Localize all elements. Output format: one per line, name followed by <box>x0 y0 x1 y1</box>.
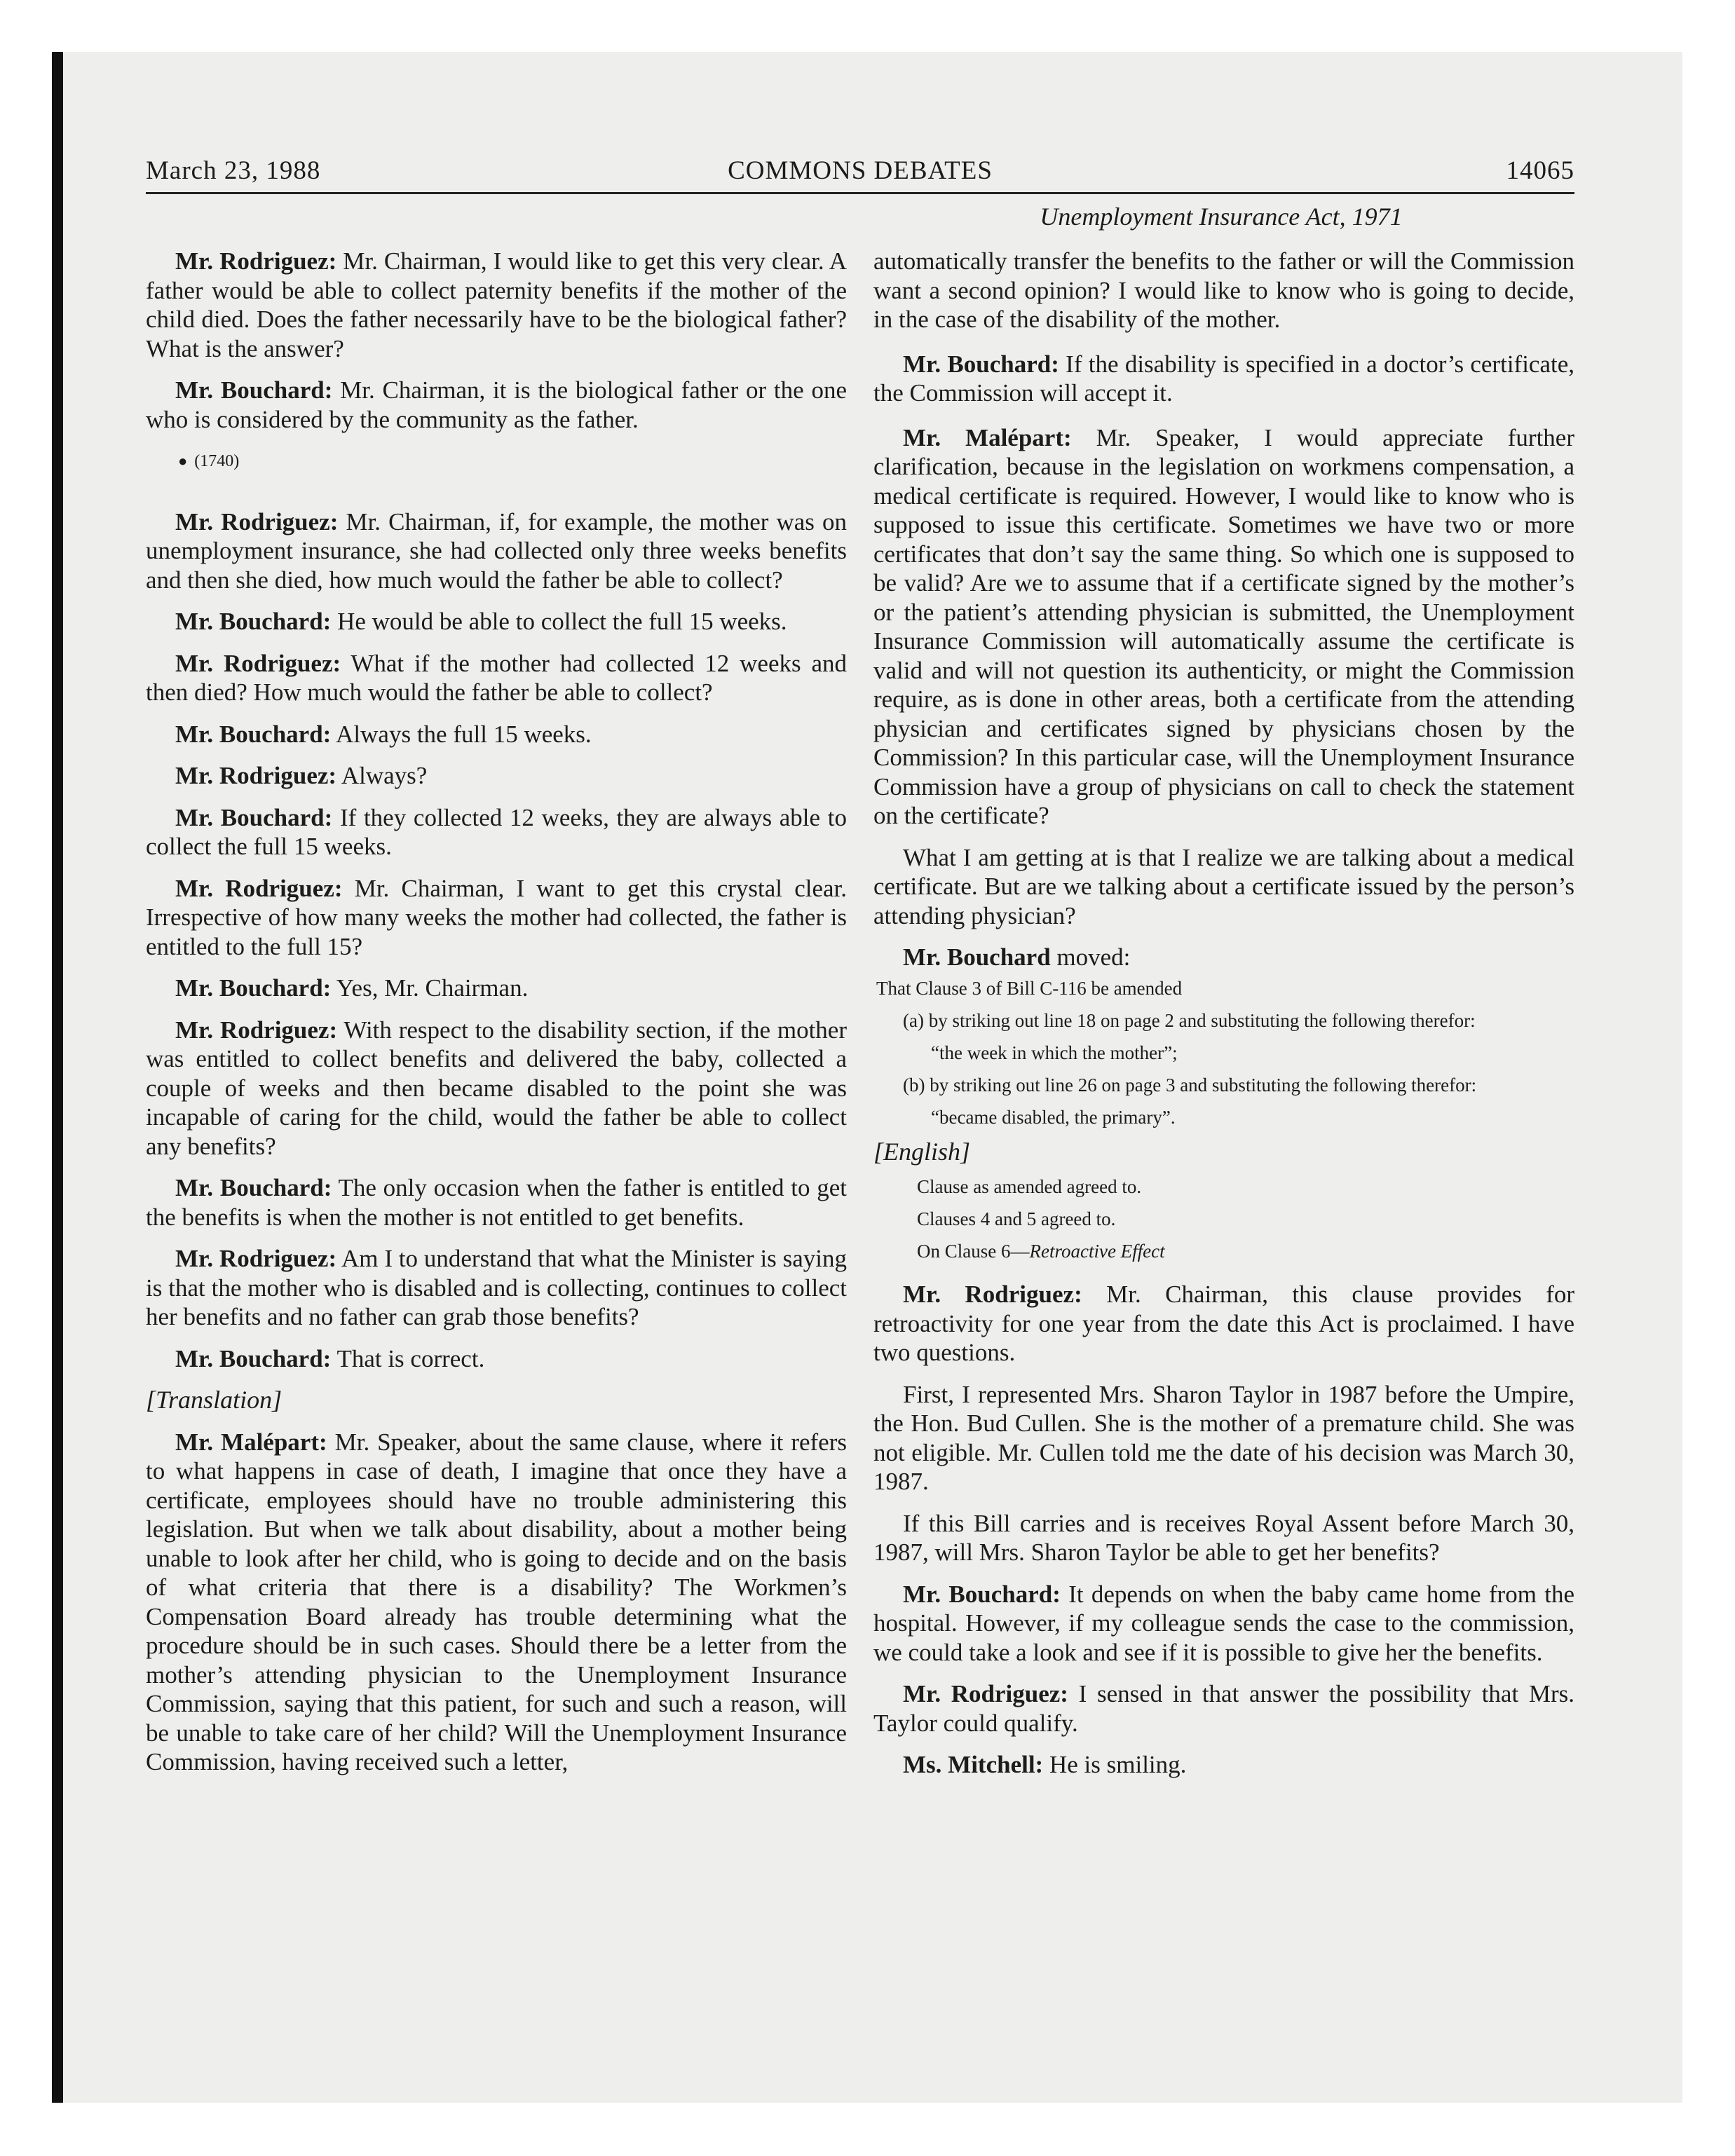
speech-text: If this Bill carries and is receives Royal Assent before March 30, 1987, will Mrs. Sharon Taylor be able to get her benefits? <box>873 1509 1574 1566</box>
speech-text: Mr. Chairman, I want to get this crystal clear. Irrespective of how many weeks the mother had collected, the father is entitled to the full 15? <box>146 874 847 960</box>
speech-text: First, I represented Mrs. Sharon Taylor in 1987 before the Umpire, the Hon. Bud Cullen. She is the mother of a premature child. She was not eligible. Mr. Cullen told me the date of his decision was March 30, 1987. <box>873 1380 1574 1495</box>
paragraph <box>873 1679 1574 1738</box>
speaker-name: Mr. Bouchard: <box>903 1580 1061 1608</box>
speaker-name: Mr. Rodriguez: <box>175 1016 338 1044</box>
speaker-name: Mr. Rodriguez: <box>903 1281 1082 1308</box>
paragraph <box>873 1750 1574 1780</box>
speech-text: Mr. Chairman, it is the biological father or the one who is considered by the community as the father. <box>146 376 847 433</box>
motion-line: (a) by striking out line 18 on page 2 and substituting the following therefor: <box>903 1009 1476 1031</box>
speech-text: The only occasion when the father is entitled to get the benefits is when the mother is not entitled to get benefits. <box>146 1174 848 1231</box>
speech-text: Am I to understand that what the Minister is saying is that the mother who is disabled and is collecting, continues to collect her benefits and no father can grab those benefits? <box>146 1245 847 1330</box>
procedure-line: Clause as amended agreed to. <box>917 1176 1142 1197</box>
paragraph <box>146 1244 847 1332</box>
speech-text: Always? <box>336 762 428 789</box>
speech-text: Mr. Chairman, if, for example, the mother was on unemployment insurance, she had collected only three weeks benefits and then she died, how much would the father be able to collect? <box>146 507 847 594</box>
procedure-heading: Retroactive Effect <box>1029 1241 1165 1262</box>
motion-line: That Clause 3 of Bill C-116 be amended <box>876 977 1183 999</box>
procedure-prefix: On Clause 6— <box>917 1241 1030 1262</box>
paragraph <box>873 1509 1574 1567</box>
paragraph <box>146 607 847 636</box>
speech-text: Mr. Chairman, I would like to get this very clear. A father would be able to collect paternity benefits if the mother of the child died. Does the father necessarily have to be the biological father? What is the answer? <box>146 247 847 362</box>
bullet-icon: ● <box>178 452 188 470</box>
paragraph <box>146 974 847 1003</box>
time-marker <box>146 446 847 477</box>
paragraph <box>146 1016 847 1161</box>
paragraph <box>146 1344 847 1374</box>
speaker-name: Mr. Rodriguez: <box>175 247 337 275</box>
motion-line: “became disabled, the primary”. <box>931 1106 1176 1128</box>
speech-text: He would be able to collect the full 15 weeks. <box>331 608 787 635</box>
speaker-name: Mr. Bouchard: <box>175 1344 332 1372</box>
motion-line: “the week in which the mother”; <box>931 1042 1178 1063</box>
translation-label: [Translation] <box>146 1386 283 1414</box>
paragraph <box>146 1173 847 1231</box>
paragraph <box>873 1380 1574 1496</box>
speech-text: If they collected 12 weeks, they are always able to collect the full 15 weeks. <box>146 803 847 860</box>
header-publication: COMMONS DEBATES <box>728 156 993 185</box>
paragraph <box>873 350 1574 408</box>
procedure-line: Clauses 4 and 5 agreed to. <box>917 1208 1116 1229</box>
speaker-name: Mr. Rodriguez: <box>175 507 339 535</box>
paragraph <box>873 1580 1574 1667</box>
speaker-name: Mr. Rodriguez: <box>175 874 343 902</box>
paragraph <box>873 423 1574 831</box>
header-date: March 23, 1988 <box>146 156 321 185</box>
speech-text: Always the full 15 weeks. <box>331 720 592 748</box>
left-column <box>146 247 847 1777</box>
running-title: Unemployment Insurance Act, 1971 <box>1040 203 1403 231</box>
speech-text: Yes, Mr. Chairman. <box>331 974 529 1002</box>
speaker-name: Mr. Bouchard: <box>175 974 332 1002</box>
speaker-name: Mr. Rodriguez: <box>175 1245 337 1272</box>
speaker-name: Mr. Bouchard: <box>175 1174 332 1201</box>
speech-text: I sensed in that answer the possibility that Mrs. Taylor could qualify. <box>873 1680 1575 1737</box>
speech-text: What I am getting at is that I realize we are talking about a medical certificate. But are we talking about a certificate issued by the person’s attending physician? <box>873 843 1574 929</box>
paragraph <box>146 247 847 363</box>
speaker-name: Ms. Mitchell: <box>903 1751 1044 1778</box>
speech-text: Mr. Speaker, about the same clause, where it refers to what happens in case of death, I imagine that once they have a certificate, employees should have no trouble administering this legislation. But when we talk about disability, about a mother being unable to look after her child, who is going to decide and on the basis of what criteria that there is a disability? The Workmen’s Compensation Board already has trouble determining what the procedure should be in such cases. Should there be a letter from the mother’s attending physician to the Unemployment Insurance Commission, saying that this patient, for such and such a reason, will be unable to take care of her child? Will the Unemployment Insurance Commission, having received such a letter, <box>146 1428 847 1775</box>
speech-text: That is correct. <box>331 1344 485 1372</box>
speaker-name: Mr. Bouchard: <box>903 350 1059 378</box>
paragraph <box>873 1280 1574 1367</box>
speech-text: With respect to the disability section, if the mother was entitled to collect benefits and delivered the baby, collected a couple of weeks and then became disabled to the point she was incapable of caring for the child, would the father be able to collect any benefits? <box>146 1016 847 1160</box>
speaker-name: Mr. Bouchard: <box>175 608 332 635</box>
speaker-name: Mr. Bouchard <box>903 943 1051 971</box>
motion-verb: moved: <box>1050 943 1131 971</box>
paragraph <box>146 803 847 861</box>
english-label-text: English <box>883 1137 961 1166</box>
procedure-line <box>873 1235 1574 1267</box>
speaker-name: Mr. Rodriguez: <box>175 762 337 789</box>
speaker-name: Mr. Rodriguez: <box>175 649 341 677</box>
speech-text: What if the mother had collected 12 weeks and then died? How much would the father be able to collect? <box>146 649 847 706</box>
speech-text: He is smiling. <box>1043 1751 1187 1778</box>
paragraph <box>146 720 847 749</box>
paragraph <box>873 247 1574 334</box>
speech-text: If the disability is specified in a doctor’s certificate, the Commission will accept it. <box>873 350 1574 407</box>
paragraph <box>873 843 1574 931</box>
speaker-name: Mr. Bouchard: <box>175 376 333 404</box>
translation-label-text: Translation <box>156 1386 273 1414</box>
time-marker-text: (1740) <box>194 452 240 470</box>
english-label: [English] <box>873 1137 971 1166</box>
speech-text: automatically transfer the benefits to the father or will the Commission want a second opinion? I would like to know who is going to decide, in the case of the disability of the mother. <box>873 247 1574 333</box>
speech-text: Mr. Chairman, this clause provides for retroactivity for one year from the date this Act is proclaimed. I have two questions. <box>873 1281 1575 1366</box>
speaker-name: Mr. Malépart: <box>903 423 1072 451</box>
speaker-name: Mr. Bouchard: <box>175 720 332 748</box>
page-header <box>146 156 1574 194</box>
paragraph <box>146 649 847 707</box>
paragraph <box>146 376 847 434</box>
paragraph <box>146 874 847 962</box>
paragraph <box>146 761 847 791</box>
speaker-name: Mr. Malépart: <box>175 1428 327 1456</box>
speaker-name: Mr. Bouchard: <box>175 803 333 831</box>
motion-intro <box>873 943 1574 972</box>
right-column <box>873 247 1574 1780</box>
paragraph <box>146 507 847 595</box>
speaker-name: Mr. Rodriguez: <box>903 1680 1068 1707</box>
header-page-number: 14065 <box>1506 156 1574 185</box>
speech-text: It depends on when the baby came home from the hospital. However, if my colleague sends the case to the commission, we could take a look and see if it is possible to give her the benefits. <box>873 1580 1574 1666</box>
paragraph <box>146 1428 847 1777</box>
motion-line: (b) by striking out line 26 on page 3 and substituting the following therefor: <box>903 1074 1477 1096</box>
speech-text: Mr. Speaker, I would appreciate further clarification, because in the legislation on workmens compensation, a medical certificate is required. However, I would like to know who is supposed to issue this certificate. Sometimes we have two or more certificates that don’t say the same thing. So which one is supposed to be valid? Are we to assume that if a certificate signed by the mother’s or the patient’s attending physician is submitted, the Unemployment Insurance Commission will automatically assume the certificate is valid and will not question its authenticity, or might the Commission require, as is done in other areas, both a certificate from the attending physician and certificates signed by physicians chosen by the Commission? In this particular case, will the Unemployment Insurance Commission have a group of physicians on call to check the statement on the certificate? <box>873 423 1574 829</box>
